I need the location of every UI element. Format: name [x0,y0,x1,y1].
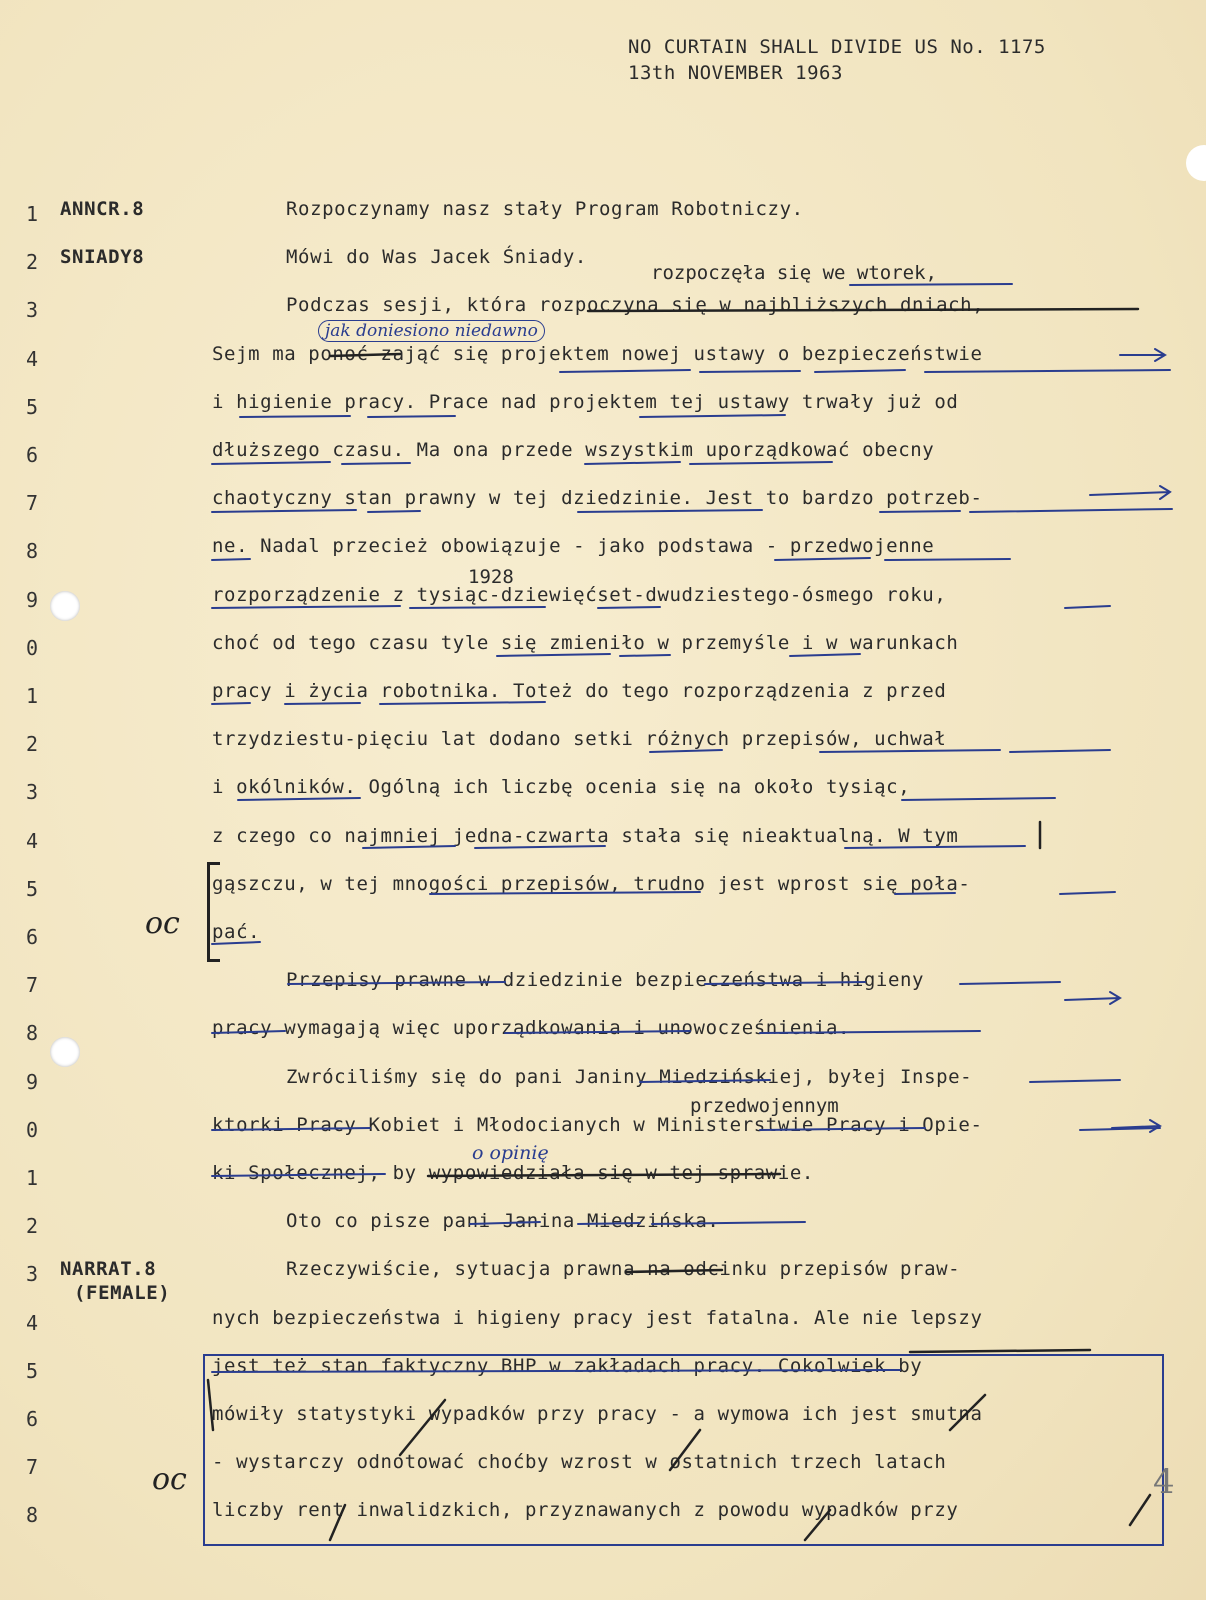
line-number: 2 [26,732,39,757]
line-number: 6 [26,443,39,467]
line-text: pracy i życia robotnika. Toteż do tego rozporządzenia z przed [212,680,947,702]
line-text: - wystarczy odnotować choćby wzrost w ostatnich trzech latach [212,1451,947,1474]
script-line [0,437,1206,477]
script-line [0,630,1206,670]
line-number: 5 [26,394,39,419]
line-text: mówiły statystyki wypadków przy pracy - a wymowa ich jest smutna [212,1403,983,1425]
script-line [0,341,1206,381]
line-number: 9 [26,1069,39,1094]
line-text: pracy wymagają więc uporządkowania i unowocześnienia. [212,1017,851,1040]
line-number: 1 [26,1166,39,1190]
line-number: 3 [26,1262,39,1287]
script-line [0,823,1206,863]
line-text: i higienie pracy. Prace nad projektem tej ustawy trwały już od [212,390,959,413]
script-line [0,774,1206,814]
script-line [0,389,1206,429]
margin-mark: oc [152,1462,187,1497]
document-header [628,34,1046,86]
speaker-label: NARRAT.8 [60,1258,157,1281]
line-text: choć od tego czasu tyle się zmieniło w przemyśle i w warunkach [212,631,959,654]
line-text: rozporządzenie z tysiąc-dziewięćset-dwudziestego-ósmego roku, [212,583,947,606]
speaker-sublabel: (FEMALE) [74,1282,171,1305]
speaker-label: ANNCR.8 [60,198,145,220]
line-text: trzydziestu-pięciu lat dodano setki różnych przepisów, uchwał [212,728,947,751]
script-line [0,196,1206,236]
line-number: 5 [26,876,39,901]
line-text: i okólników. Ogólną ich liczbę ocenia się na około tysiąc, [212,776,911,799]
line-text: Zwróciliśmy się do pani Janiny Miedzińskiej, byłej Inspe- [286,1065,973,1088]
line-text: Sejm ma ponoć zająć się projektem nowej ustawy o bezpieczeństwie [212,342,983,365]
script-line [0,533,1206,573]
page-notch [1186,145,1206,181]
line-number: 2 [26,250,39,275]
line-number: 9 [26,587,39,612]
script-line [0,919,1206,959]
line-text: ktorki Pracy Kobiet i Młodocianych w Ministerstwie Pracy i Opie- [212,1113,983,1136]
script-line [0,678,1206,718]
line-number: 8 [26,1021,39,1046]
line-text: dłuższego czasu. Ma ona przede wszystkim uporządkować obecny [212,439,935,461]
page-number: 4 [1153,1462,1175,1502]
script-line [0,244,1206,284]
cut-bracket [207,862,220,962]
line-number: 7 [26,491,39,516]
line-number: 4 [26,828,39,853]
line-number: 8 [26,539,39,564]
line-number: 4 [26,1310,39,1335]
script-line [0,1112,1206,1152]
header-date: 13th NOVEMBER 1963 [628,62,843,84]
line-text: nych bezpieczeństwa i higieny pracy jest fatalna. Ale nie lepszy [212,1306,983,1329]
line-text: gąszczu, w tej mnogości przepisów, trudno jest wprost się poła- [212,872,971,895]
line-number: 8 [26,1503,39,1528]
line-number: 3 [26,298,39,323]
line-text: Rozpoczynamy nasz stały Program Robotniczy. [286,198,804,220]
script-line [0,292,1206,332]
line-text: Podczas sesji, która rozpoczyna się w najbliższych dniach, [286,294,985,317]
script-line [0,1015,1206,1055]
script-line [0,1064,1206,1104]
cut-box [203,1354,1164,1546]
insert-line-9: 1928 [468,566,514,588]
margin-mark: oc [145,906,180,941]
line-text: Przepisy prawne w dziedzinie bezpieczeństwa i higieny [286,969,925,992]
line-number: 1 [26,684,39,708]
line-text: liczby rent inwalidzkich, przyznawanych z powodu wypadków przy [212,1499,959,1522]
line-text: pać. [212,921,261,943]
script-line [0,582,1206,622]
script-line [0,1256,1206,1305]
line-number: 6 [26,925,39,949]
speaker-label: SNIADY8 [60,246,145,269]
line-text: Rzeczywiście, sytuacja prawna na odcinku przepisów praw- [286,1258,961,1281]
line-number: 7 [26,973,39,998]
line-number: 1 [26,202,39,226]
insert-line-20: przedwojennym [690,1095,839,1117]
line-number: 7 [26,1455,39,1480]
header-title: NO CURTAIN SHALL DIVIDE US No. 1175 [628,36,1046,58]
line-number: 2 [26,1214,39,1239]
script-line [0,1305,1206,1345]
line-number: 0 [26,635,39,660]
line-text: ki Społecznej, by wypowiedziała się w tej sprawie. [212,1162,814,1184]
line-number: 6 [26,1407,39,1431]
line-text: chaotyczny stan prawny w tej dziedzinie. Jest to bardzo potrzeb- [212,487,983,510]
script-line [0,485,1206,525]
line-text: Oto co pisze pani Janina Miedzińska. [286,1210,720,1233]
script-line [0,726,1206,766]
line-number: 4 [26,346,39,371]
script-line [0,967,1206,1007]
line-number: 3 [26,780,39,805]
line-number: 0 [26,1117,39,1142]
script-line [0,871,1206,911]
insert-line-3: rozpoczęła się we wtorek, [651,262,937,284]
script-line [0,1208,1206,1248]
line-text: jest też stan faktyczny BHP w zakładach pracy. Cokolwiek by [212,1354,923,1377]
line-text: ne. Nadal przecież obowiązuje - jako podstawa - przedwojenne [212,535,935,558]
script-line [0,1160,1206,1200]
line-text: z czego co najmniej jedna-czwarta stała się nieaktualną. W tym [212,824,959,847]
insert-line-4: jak doniesiono niedawno [318,320,545,342]
line-number: 5 [26,1358,39,1383]
line-text: Mówi do Was Jacek Śniady. [286,246,587,269]
insert-line-21: o opinię [472,1142,549,1164]
